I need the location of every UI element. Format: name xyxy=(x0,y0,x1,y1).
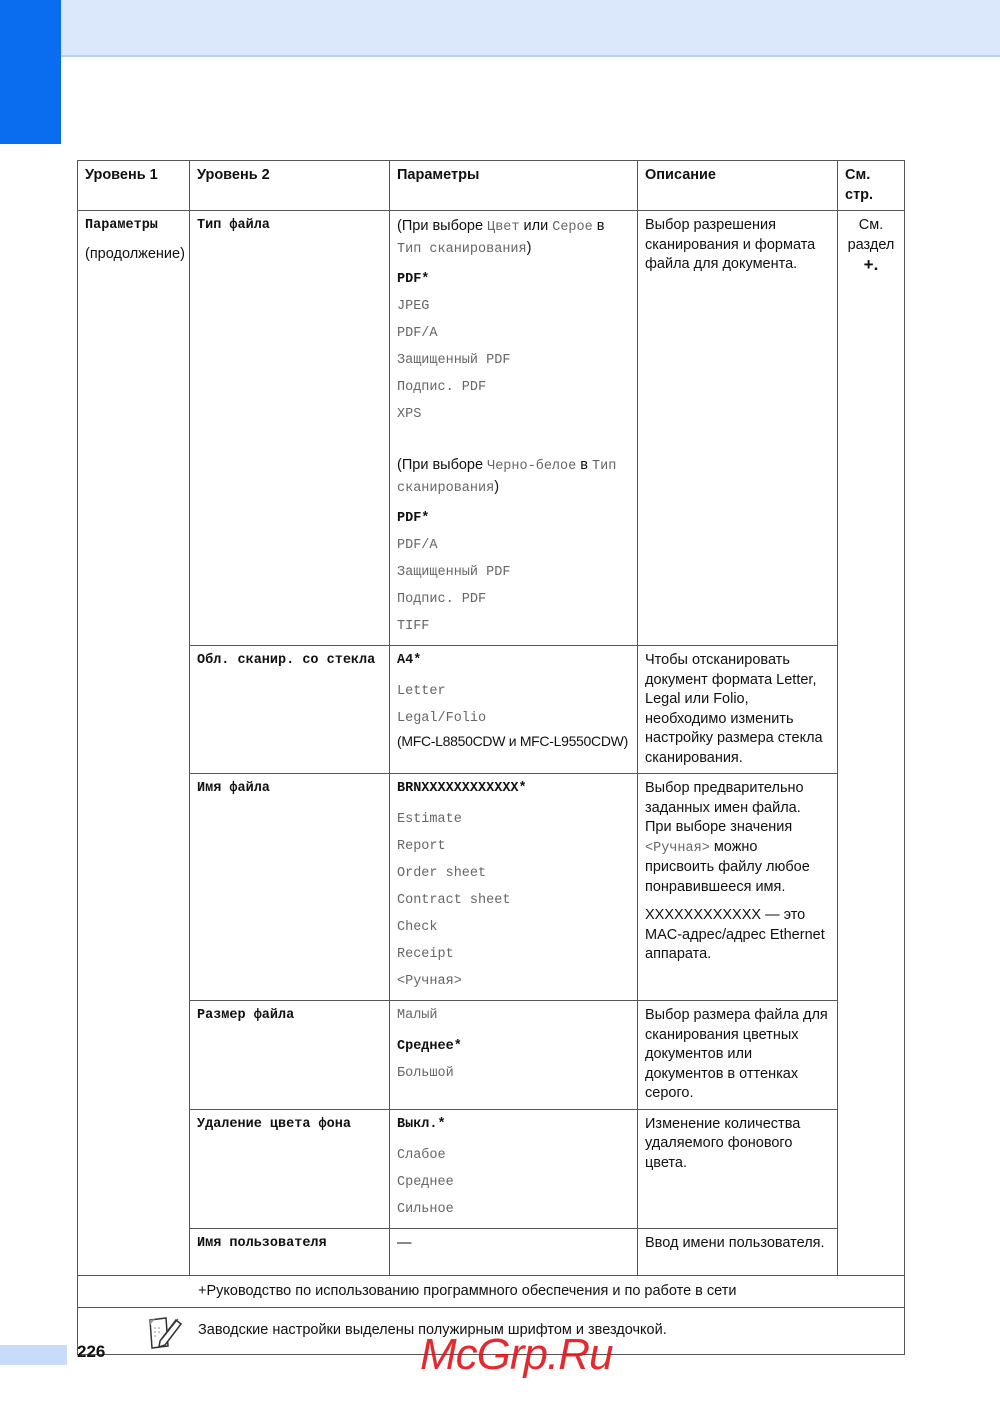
level1-title: Параметры xyxy=(85,218,158,233)
watermark: McGrp.Ru xyxy=(420,1330,613,1379)
col-header: Параметры xyxy=(390,161,638,211)
table-row xyxy=(78,1001,905,1110)
level2-cell: Имя пользователя xyxy=(190,1228,390,1275)
options-cell xyxy=(390,1001,638,1110)
see-text: См. раздел xyxy=(847,217,895,253)
option: Малый xyxy=(397,1008,438,1023)
description-cell: Выбор размера файла для сканирования цветных документов или документов в оттенках серого. xyxy=(638,1001,838,1110)
option: Сильное xyxy=(397,1201,454,1217)
option: <Ручная> xyxy=(397,974,462,989)
options-cell xyxy=(390,646,638,774)
desc-text: Выбор предварительно заданных имен файла. При выборе значения xyxy=(645,780,804,835)
options-cell xyxy=(390,211,638,646)
desc-text: можно присвоить файлу любое понравившееся имя. xyxy=(645,838,810,895)
option: Защищенный PDF xyxy=(397,353,511,368)
level2-cell: Размер файла xyxy=(190,1001,390,1110)
option: A4* xyxy=(397,653,422,668)
intro-mono: Тип сканирования xyxy=(397,459,617,496)
description-cell: Изменение количества удаляемого фонового цвета. xyxy=(638,1109,838,1228)
option: Большой xyxy=(397,1066,454,1081)
level2-cell: Тип файла xyxy=(190,211,390,646)
description-cell: Выбор разрешения сканирования и формата файла для документа. xyxy=(638,211,838,646)
option: TIFF xyxy=(397,619,430,634)
option: PDF/A xyxy=(397,538,438,553)
option: PDF* xyxy=(397,272,430,287)
desc-mono: <Ручная> xyxy=(645,840,710,856)
intro-text: или xyxy=(519,218,553,234)
option: Receipt xyxy=(397,947,454,962)
option: Среднее* xyxy=(397,1039,462,1054)
intro-mono: Серое xyxy=(552,220,593,235)
page-number: 226 xyxy=(77,1342,106,1361)
intro-text: (При выборе xyxy=(397,218,488,234)
description-cell: Ввод имени пользователя. xyxy=(638,1228,838,1275)
see-mark: +. xyxy=(863,255,879,274)
option: Letter xyxy=(397,684,446,699)
option: JPEG xyxy=(397,299,430,314)
table-row xyxy=(78,646,905,774)
option: — xyxy=(397,1234,412,1251)
option: Выкл.* xyxy=(397,1116,446,1132)
level2-cell: Удаление цвета фона xyxy=(190,1109,390,1228)
table-row xyxy=(78,1228,905,1275)
intro-text: ) xyxy=(526,240,532,256)
intro-text: ) xyxy=(494,479,500,495)
option: Среднее xyxy=(397,1174,454,1190)
level1-cell xyxy=(78,211,190,1276)
option: Contract sheet xyxy=(397,893,511,908)
footnote: +Руководство по использованию программного обеспечения и по работе в сети xyxy=(78,1275,905,1308)
col-header: См. стр. xyxy=(838,161,905,211)
desc-mac: XXXXXXXXXXXX — это MAC-адрес/адрес Ethernet аппарата. xyxy=(645,907,825,962)
option: XPS xyxy=(397,407,422,422)
option: Check xyxy=(397,920,438,935)
options-cell xyxy=(390,774,638,1001)
page-bar xyxy=(0,1345,67,1365)
description-cell: Чтобы отсканировать документ формата Letter, Legal или Folio, необходимо изменить настройку размера стекла сканирования. xyxy=(638,646,838,774)
options-cell xyxy=(390,1109,638,1228)
option: Estimate xyxy=(397,812,462,827)
settings-table xyxy=(77,160,905,1355)
description-cell xyxy=(638,774,838,1001)
options-cell xyxy=(390,1228,638,1275)
note-row xyxy=(78,1308,905,1355)
table-row xyxy=(78,1109,905,1228)
header-row xyxy=(78,161,905,211)
option: Order sheet xyxy=(397,866,487,881)
option: Подпис. PDF xyxy=(397,592,487,607)
intro-text: в xyxy=(576,457,592,473)
chapter-tab xyxy=(0,0,61,144)
header-band xyxy=(61,0,1000,57)
intro-text: в xyxy=(592,218,605,234)
intro-mono: Цвет xyxy=(487,220,520,235)
option: BRNXXXXXXXXXXXX* xyxy=(397,781,527,796)
model-note: (MFC-L8850CDW и MFC-L9550CDW) xyxy=(397,733,628,749)
col-header: Описание xyxy=(638,161,838,211)
intro-mono: Черно-белое xyxy=(487,459,577,474)
col-header: Уровень 1 xyxy=(78,161,190,211)
option: Report xyxy=(397,839,446,854)
col-header: Уровень 2 xyxy=(190,161,390,211)
table-row xyxy=(78,211,905,646)
option: PDF/A xyxy=(397,326,438,341)
option: Защищенный PDF xyxy=(397,565,511,580)
note-text: Заводские настройки выделены полужирным шрифтом и звездочкой. xyxy=(198,1322,667,1338)
option: Legal/Folio xyxy=(397,711,487,726)
option: Подпис. PDF xyxy=(397,380,487,395)
level1-sub: (продолжение) xyxy=(85,245,185,262)
level2-cell: Обл. сканир. со стекла xyxy=(190,646,390,774)
footnote-row xyxy=(78,1275,905,1308)
option: PDF* xyxy=(397,511,430,526)
option: Слабое xyxy=(397,1147,446,1163)
level2-cell: Имя файла xyxy=(190,774,390,1001)
note-pencil-icon xyxy=(146,1314,184,1357)
see-cell xyxy=(838,211,905,1276)
table-row xyxy=(78,774,905,1001)
intro-mono: Тип сканирования xyxy=(397,242,527,257)
intro-text: (При выборе xyxy=(397,457,488,473)
